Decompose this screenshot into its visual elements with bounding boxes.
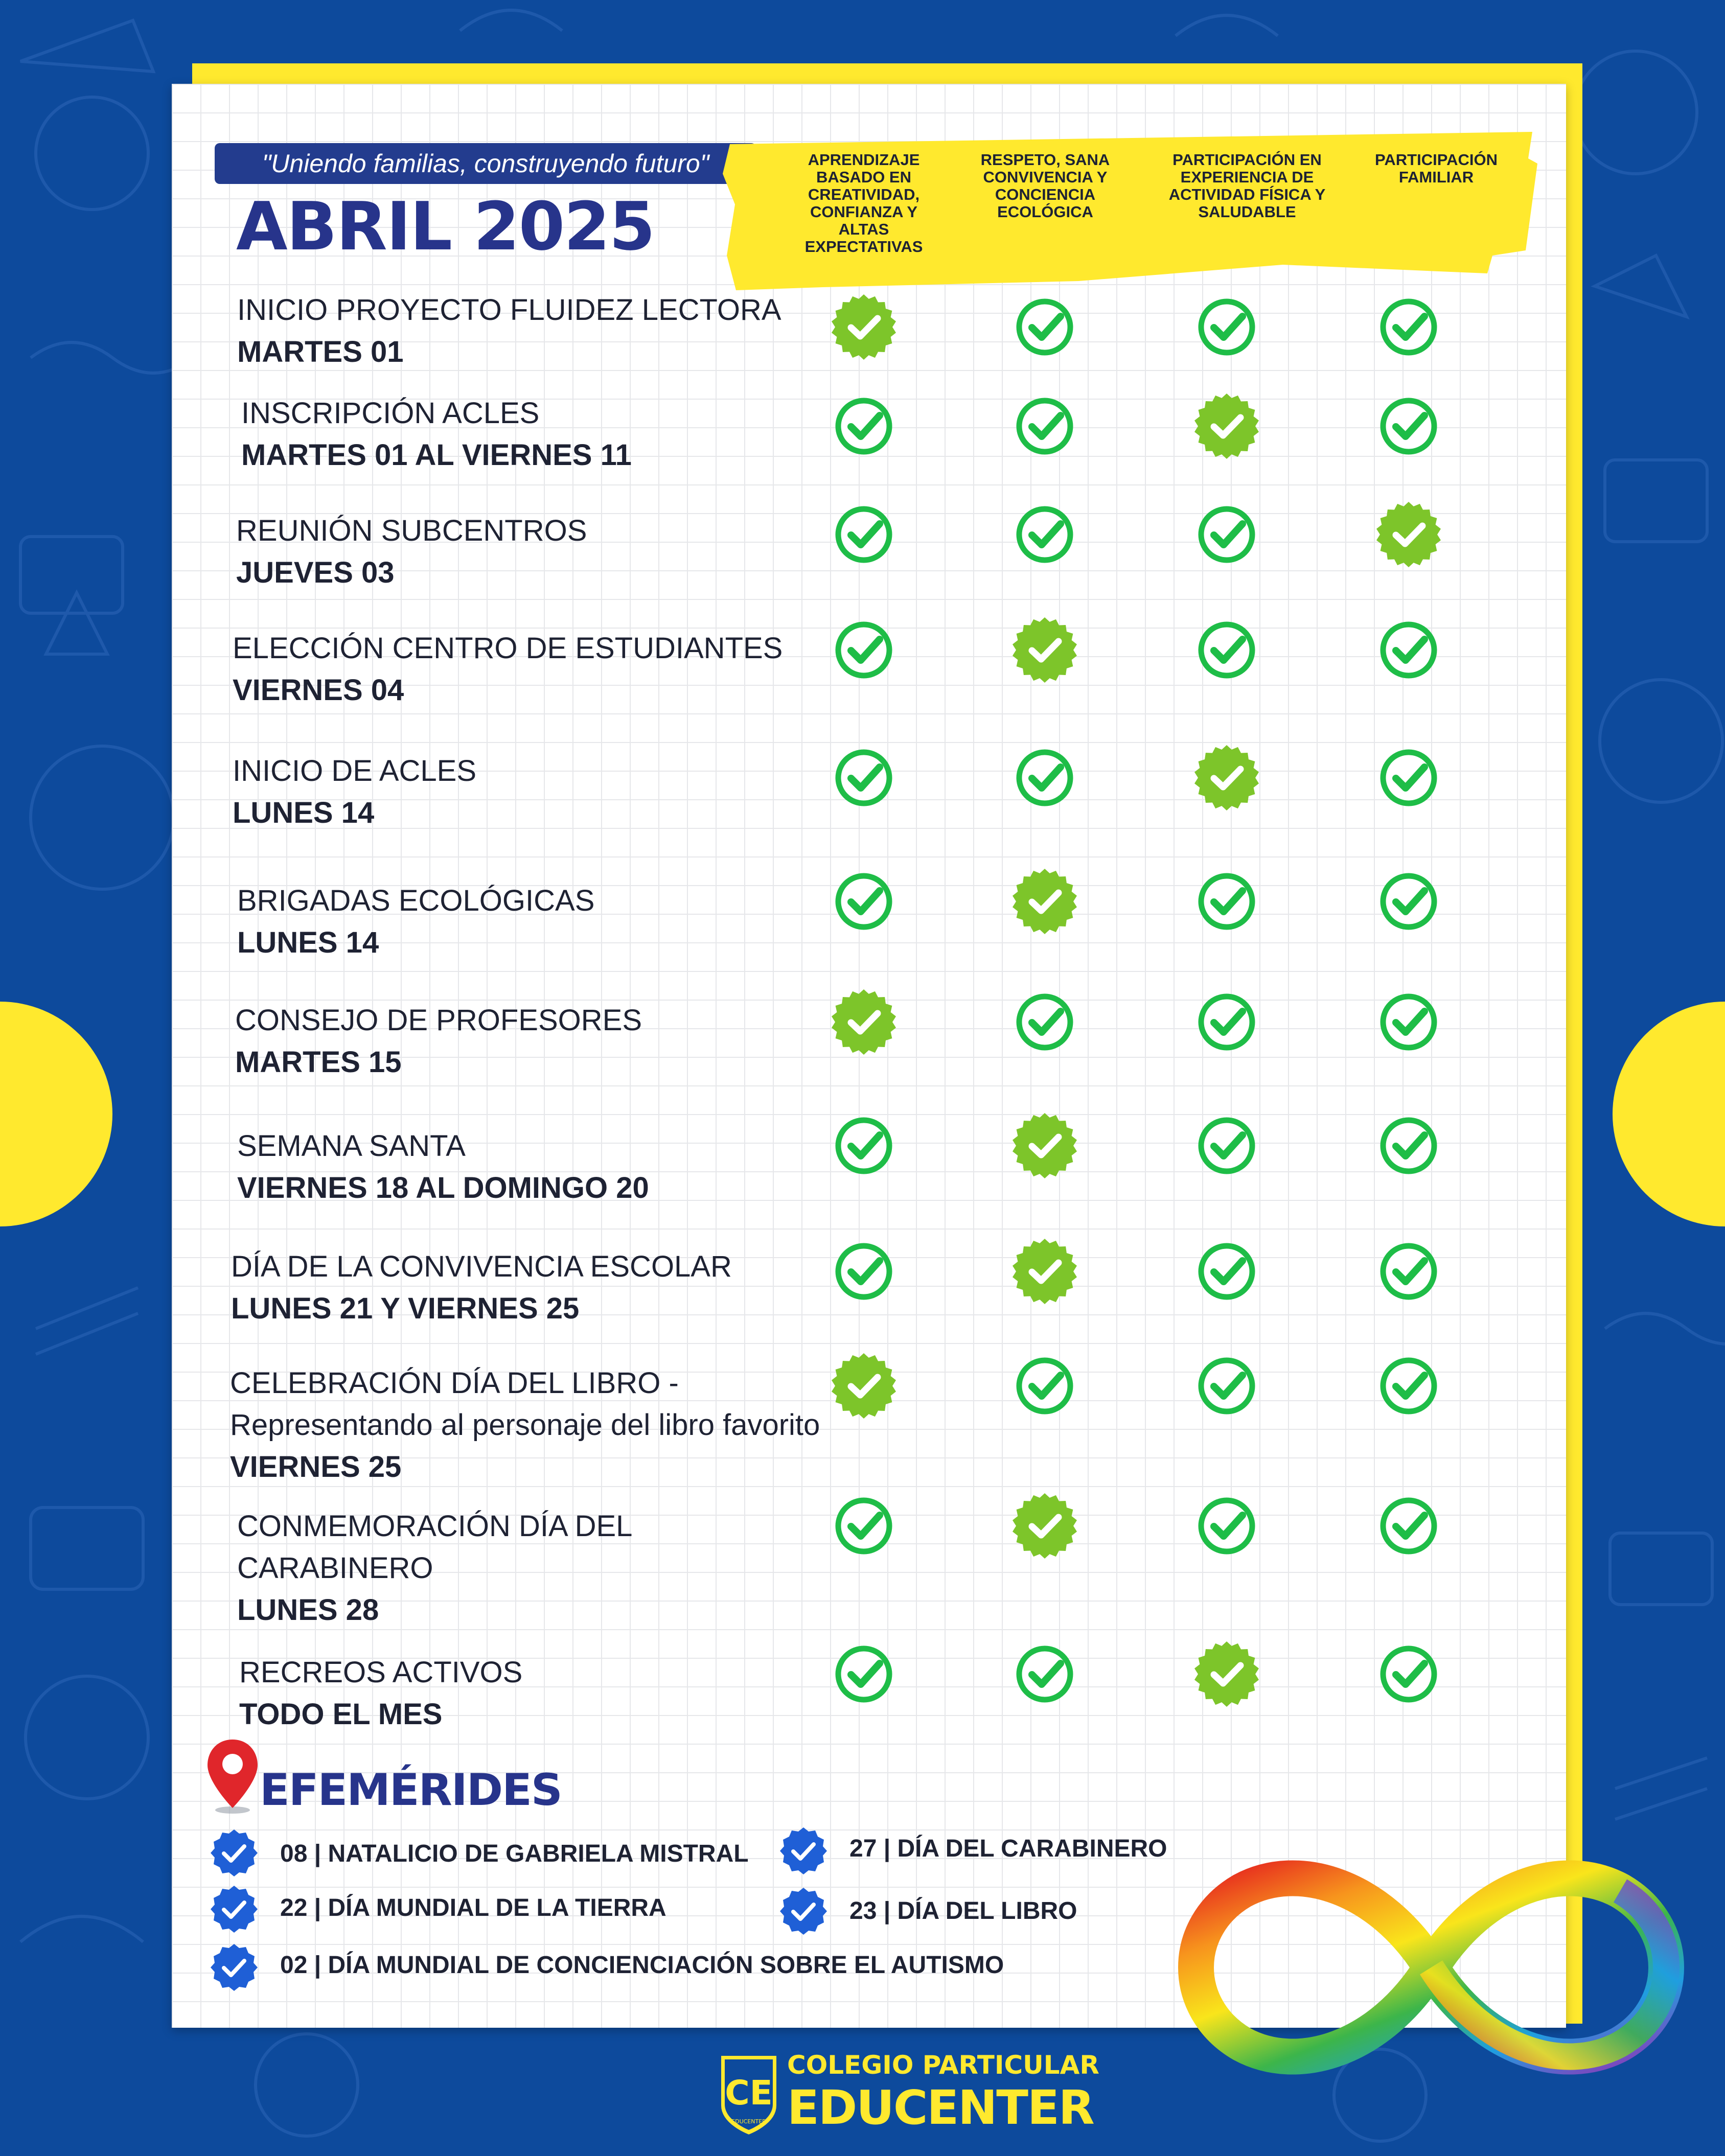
event-title-line: CONMEMORACIÓN DÍA DEL bbox=[237, 1510, 633, 1543]
check-circle-icon bbox=[1193, 1493, 1260, 1559]
check-seal-icon bbox=[1193, 1641, 1260, 1707]
event-date: LUNES 14 bbox=[237, 926, 379, 959]
check-circle-icon bbox=[1011, 745, 1078, 811]
tagline: "Uniendo familias, construyendo futuro" bbox=[215, 143, 756, 184]
check-seal-icon bbox=[1011, 1493, 1078, 1559]
school-crest-icon bbox=[716, 2049, 782, 2139]
event-date: LUNES 14 bbox=[233, 796, 375, 829]
event-date: TODO EL MES bbox=[239, 1698, 443, 1731]
efemeride-text: 27 | DÍA DEL CARABINERO bbox=[849, 1835, 1167, 1862]
check-circle-icon bbox=[1193, 501, 1260, 568]
check-circle-icon bbox=[1011, 1641, 1078, 1707]
column-header-participacion-familiar: PARTICIPACIÓN FAMILIAR bbox=[1375, 151, 1498, 186]
check-circle-icon bbox=[1193, 294, 1260, 360]
event-title: RECREOS ACTIVOS bbox=[239, 1656, 523, 1689]
check-seal-icon bbox=[1193, 393, 1260, 459]
check-badge-icon bbox=[210, 1828, 259, 1877]
check-circle-icon bbox=[1375, 1493, 1442, 1559]
event-date: MARTES 15 bbox=[235, 1046, 402, 1079]
event-date: LUNES 28 bbox=[237, 1593, 379, 1627]
check-circle-icon bbox=[1375, 989, 1442, 1055]
check-seal-icon bbox=[1011, 868, 1078, 935]
check-circle-icon bbox=[1011, 1353, 1078, 1419]
efemeride-text: 08 | NATALICIO DE GABRIELA MISTRAL bbox=[280, 1840, 749, 1867]
crest-letters: CE bbox=[725, 2073, 773, 2113]
check-badge-icon bbox=[779, 1887, 828, 1936]
check-seal-icon bbox=[1011, 617, 1078, 683]
check-circle-icon bbox=[1375, 868, 1442, 935]
check-seal-icon bbox=[1193, 745, 1260, 811]
efemeride-text: 22 | DÍA MUNDIAL DE LA TIERRA bbox=[280, 1894, 666, 1921]
check-circle-icon bbox=[1375, 393, 1442, 459]
event-title: REUNIÓN SUBCENTROS bbox=[236, 514, 587, 547]
check-circle-icon bbox=[831, 617, 897, 683]
check-badge-icon bbox=[779, 1826, 828, 1875]
check-circle-icon bbox=[1193, 1238, 1260, 1305]
event-title: INSCRIPCIÓN ACLES bbox=[241, 397, 540, 430]
column-header-respeto: RESPETO, SANA CONVIVENCIA Y CONCIENCIA ECOLÓGICA bbox=[980, 151, 1110, 221]
check-circle-icon bbox=[831, 1641, 897, 1707]
event-date: LUNES 21 Y VIERNES 25 bbox=[231, 1292, 580, 1325]
check-circle-icon bbox=[831, 745, 897, 811]
event-title: SEMANA SANTA bbox=[237, 1129, 466, 1163]
check-circle-icon bbox=[1193, 1353, 1260, 1419]
check-circle-icon bbox=[831, 868, 897, 935]
efemeride-text: 23 | DÍA DEL LIBRO bbox=[849, 1897, 1077, 1925]
check-circle-icon bbox=[831, 1112, 897, 1179]
event-title: CONSEJO DE PROFESORES bbox=[235, 1004, 642, 1037]
check-seal-icon bbox=[1375, 501, 1442, 568]
check-circle-icon bbox=[1011, 393, 1078, 459]
check-circle-icon bbox=[1011, 989, 1078, 1055]
check-circle-icon bbox=[1193, 617, 1260, 683]
logo-line-2: EDUCENTER bbox=[787, 2080, 1094, 2135]
check-circle-icon bbox=[1375, 745, 1442, 811]
column-header-actividad-fisica: PARTICIPACIÓN EN EXPERIENCIA DE ACTIVIDAD FÍSICA Y SALUDABLE bbox=[1168, 151, 1326, 221]
check-circle-icon bbox=[1375, 1641, 1442, 1707]
event-date: VIERNES 25 bbox=[230, 1450, 402, 1483]
event-title-line: Representando al personaje del libro favorito bbox=[230, 1408, 820, 1442]
check-seal-icon bbox=[831, 294, 897, 360]
check-circle-icon bbox=[1375, 617, 1442, 683]
check-circle-icon bbox=[831, 393, 897, 459]
efemerides-title: EFEMÉRIDES bbox=[260, 1765, 562, 1816]
check-circle-icon bbox=[831, 1238, 897, 1305]
event-title-line: CELEBRACIÓN DÍA DEL LIBRO - bbox=[230, 1366, 679, 1400]
neurodiversity-infinity-icon bbox=[1160, 1824, 1702, 2111]
column-header-aprendizaje: APRENDIZAJE BASADO EN CREATIVIDAD, CONFIANZA Y ALTAS EXPECTATIVAS bbox=[804, 151, 923, 256]
check-circle-icon bbox=[1011, 294, 1078, 360]
event-date: MARTES 01 bbox=[237, 335, 404, 368]
event-date: MARTES 01 AL VIERNES 11 bbox=[241, 438, 632, 472]
check-seal-icon bbox=[831, 1353, 897, 1419]
check-circle-icon bbox=[1375, 1112, 1442, 1179]
page-title: ABRIL 2025 bbox=[236, 188, 655, 265]
check-circle-icon bbox=[1375, 1353, 1442, 1419]
check-circle-icon bbox=[1193, 868, 1260, 935]
check-seal-icon bbox=[1011, 1238, 1078, 1305]
event-date: VIERNES 18 AL DOMINGO 20 bbox=[237, 1171, 649, 1204]
map-pin-icon bbox=[204, 1737, 261, 1814]
check-circle-icon bbox=[1193, 1112, 1260, 1179]
check-circle-icon bbox=[1193, 989, 1260, 1055]
crest-small-text: EDUCENTER bbox=[731, 2118, 766, 2125]
check-circle-icon bbox=[831, 1493, 897, 1559]
check-badge-icon bbox=[210, 1885, 259, 1934]
logo-line-1: COLEGIO PARTICULAR bbox=[787, 2050, 1099, 2080]
event-date: VIERNES 04 bbox=[233, 674, 404, 707]
event-date: JUEVES 03 bbox=[236, 556, 395, 589]
check-seal-icon bbox=[1011, 1112, 1078, 1179]
event-title: INICIO DE ACLES bbox=[233, 754, 477, 787]
check-circle-icon bbox=[1011, 501, 1078, 568]
efemeride-text: 02 | DÍA MUNDIAL DE CONCIENCIACIÓN SOBRE EL AUTISMO bbox=[280, 1952, 1004, 1979]
check-circle-icon bbox=[831, 501, 897, 568]
event-title: INICIO PROYECTO FLUIDEZ LECTORA bbox=[237, 293, 781, 327]
check-seal-icon bbox=[831, 989, 897, 1055]
event-title: DÍA DE LA CONVIVENCIA ESCOLAR bbox=[231, 1250, 732, 1283]
check-badge-icon bbox=[210, 1943, 259, 1992]
school-logo bbox=[716, 2049, 1099, 2139]
event-title-line: CARABINERO bbox=[237, 1551, 433, 1585]
event-title: BRIGADAS ECOLÓGICAS bbox=[237, 884, 595, 917]
check-circle-icon bbox=[1375, 294, 1442, 360]
event-title: ELECCIÓN CENTRO DE ESTUDIANTES bbox=[233, 632, 783, 665]
check-circle-icon bbox=[1375, 1238, 1442, 1305]
